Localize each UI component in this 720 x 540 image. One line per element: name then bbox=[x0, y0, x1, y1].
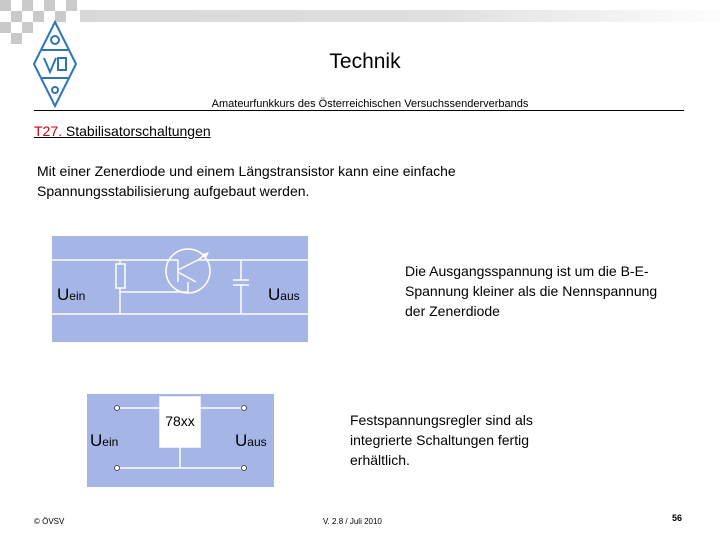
page-subtitle: Amateurfunkkurs des Österreichischen Versuchssenderverbands bbox=[211, 98, 529, 110]
zener-transistor-circuit bbox=[52, 236, 308, 342]
regulator-label: 78xx bbox=[165, 413, 195, 429]
footer-copyright: © ÖVSV bbox=[34, 517, 65, 526]
zener-transistor-diagram bbox=[52, 236, 308, 342]
section-heading bbox=[34, 123, 211, 139]
note-fixed-regulator: Festspannungsregler sind als integrierte Schaltungen fertig erhältlich. bbox=[350, 412, 533, 468]
fixed-regulator-diagram bbox=[87, 394, 274, 487]
page-title: Technik bbox=[329, 50, 401, 73]
diagram2-uin-label: Uein bbox=[90, 431, 119, 450]
note-output-voltage: Die Ausgangsspannung ist um die B-E-Spannung kleiner als die Nennspannung der Zenerdiode bbox=[405, 263, 658, 319]
diagram1-uout-label: Uaus bbox=[268, 285, 300, 304]
diagram2-uout-label: Uaus bbox=[235, 431, 267, 450]
footer-version: V. 2.8 / Juli 2010 bbox=[323, 517, 382, 526]
diagram1-uin-label: Uein bbox=[57, 285, 86, 304]
intro-text: Mit einer Zenerdiode und einem Längstransistor kann eine einfache Spannungsstabilisierung aufgebaut werden. bbox=[37, 163, 456, 199]
footer-page-number: 56 bbox=[672, 513, 683, 523]
fixed-regulator-circuit bbox=[87, 394, 274, 487]
header-checker-pattern bbox=[0, 0, 720, 46]
section-title: Stabilisatorschaltungen bbox=[65, 123, 211, 139]
section-number: T27. bbox=[34, 123, 63, 139]
header-rule bbox=[34, 110, 684, 111]
